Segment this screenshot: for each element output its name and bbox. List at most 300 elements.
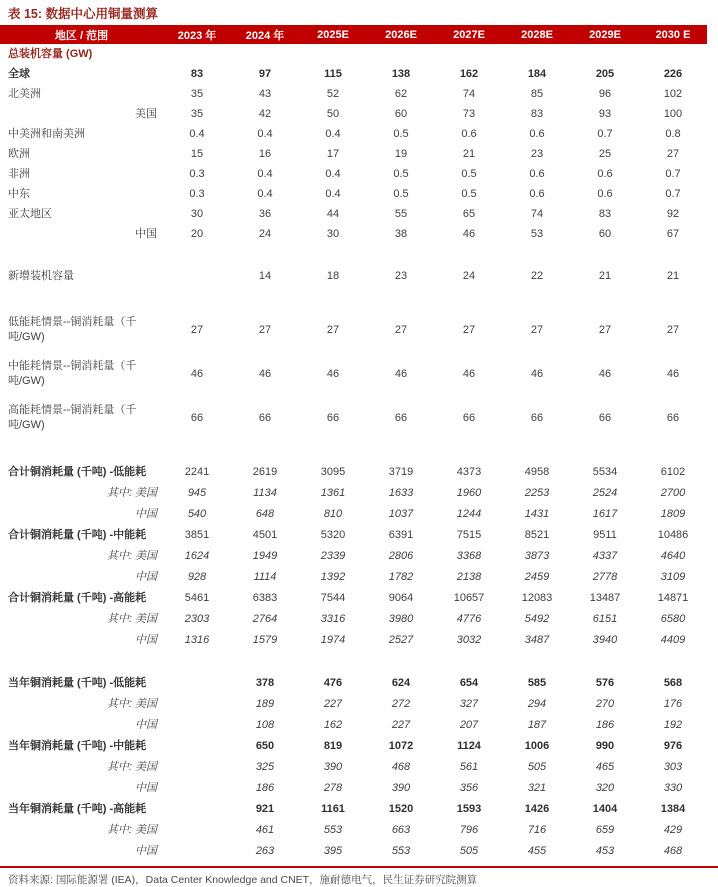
value-cell: 659 xyxy=(595,824,615,836)
row-label: 高能耗情景--铜消耗量（千吨/GW) xyxy=(8,404,137,431)
value-cell: 819 xyxy=(323,740,343,752)
value-cell: 3873 xyxy=(524,550,550,562)
value-cell: 15 xyxy=(190,147,204,160)
value-cell: 0.7 xyxy=(665,187,681,200)
value-cell: 162 xyxy=(459,67,479,80)
value-cell: 73 xyxy=(462,107,476,120)
spacer-row xyxy=(0,244,707,266)
spacer-row xyxy=(0,440,707,462)
value-cell: 321 xyxy=(527,782,547,794)
value-cell: 796 xyxy=(459,824,479,836)
value-cell: 46 xyxy=(258,367,272,380)
value-cell: 66 xyxy=(326,411,340,424)
spacer-cell xyxy=(0,651,707,673)
table-row xyxy=(0,630,707,651)
table-body xyxy=(0,44,707,862)
page-title: 表 15: 数据中心用铜量测算 xyxy=(8,7,159,21)
value-cell: 27 xyxy=(666,147,680,160)
value-cell: 27 xyxy=(462,323,476,336)
table-row xyxy=(0,462,707,483)
value-cell: 1782 xyxy=(388,571,414,583)
value-cell: 60 xyxy=(598,227,612,240)
row-label: 中国 xyxy=(135,782,157,794)
value-cell: 378 xyxy=(255,677,275,689)
value-cell: 505 xyxy=(527,761,547,773)
value-cell: 205 xyxy=(595,67,615,80)
value-cell: 43 xyxy=(258,87,272,100)
table-row xyxy=(0,736,707,757)
column-header-year: 2027E xyxy=(435,25,503,44)
value-cell: 66 xyxy=(598,411,612,424)
value-cell: 27 xyxy=(394,323,408,336)
value-cell: 2700 xyxy=(660,487,686,499)
value-cell: 1633 xyxy=(388,487,414,499)
value-cell: 6102 xyxy=(660,466,686,478)
value-cell: 2778 xyxy=(592,571,618,583)
value-cell: 3316 xyxy=(320,613,346,625)
value-cell: 4501 xyxy=(252,529,278,541)
value-cell: 0.4 xyxy=(325,167,341,180)
value-cell xyxy=(163,715,231,736)
value-cell: 356 xyxy=(459,782,479,794)
table-row xyxy=(0,567,707,588)
value-cell: 66 xyxy=(530,411,544,424)
spacer-cell xyxy=(0,440,707,462)
value-cell: 585 xyxy=(527,677,547,689)
value-cell: 20 xyxy=(190,227,204,240)
value-cell: 74 xyxy=(530,207,544,220)
value-cell: 115 xyxy=(324,67,342,80)
value-cell: 810 xyxy=(323,508,343,520)
table-row xyxy=(0,64,707,84)
value-cell: 14 xyxy=(258,269,272,282)
value-cell: 654 xyxy=(459,677,479,689)
value-cell: 976 xyxy=(663,740,683,752)
value-cell: 663 xyxy=(391,824,411,836)
value-cell: 1617 xyxy=(592,508,618,520)
value-cell: 1134 xyxy=(253,487,277,499)
value-cell: 18 xyxy=(326,269,340,282)
value-cell: 1161 xyxy=(321,803,345,815)
value-cell: 21 xyxy=(462,147,476,160)
row-label: 当年铜消耗量 (千吨) -中能耗 xyxy=(8,740,147,752)
table-row xyxy=(0,525,707,546)
value-cell: 4373 xyxy=(456,466,482,478)
row-label: 欧洲 xyxy=(8,147,30,160)
value-cell: 1392 xyxy=(320,571,346,583)
value-cell: 325 xyxy=(255,761,275,773)
value-cell: 16 xyxy=(258,147,272,160)
value-cell: 35 xyxy=(190,87,204,100)
column-header-year: 2030 E xyxy=(639,25,707,44)
row-label: 非洲 xyxy=(8,167,30,180)
value-cell: 4776 xyxy=(456,613,482,625)
value-cell: 27 xyxy=(598,323,612,336)
value-cell: 3980 xyxy=(388,613,414,625)
row-label: 其中: 美国 xyxy=(106,487,157,499)
column-header-year: 2025E xyxy=(299,25,367,44)
value-cell: 2764 xyxy=(252,613,278,625)
value-cell: 83 xyxy=(598,207,612,220)
value-cell: 74 xyxy=(462,87,476,100)
value-cell: 0.5 xyxy=(393,187,409,200)
value-cell: 207 xyxy=(459,719,479,731)
table-row xyxy=(0,715,707,736)
value-cell: 1404 xyxy=(592,803,618,815)
value-cell: 4409 xyxy=(660,634,686,646)
row-label: 中国 xyxy=(135,508,157,520)
row-label: 中东 xyxy=(8,187,30,200)
table-row xyxy=(0,483,707,504)
value-cell: 2303 xyxy=(184,613,210,625)
value-cell: 468 xyxy=(663,845,683,857)
value-cell: 0.4 xyxy=(325,127,341,140)
value-cell: 50 xyxy=(326,107,340,120)
row-label: 中国 xyxy=(135,227,157,240)
value-cell: 2138 xyxy=(456,571,482,583)
table-row xyxy=(0,224,707,244)
value-cell: 22 xyxy=(530,269,544,282)
table-row xyxy=(0,504,707,525)
value-cell: 83 xyxy=(190,67,204,80)
value-cell: 7515 xyxy=(456,529,482,541)
value-cell: 327 xyxy=(459,698,479,710)
value-cell: 1520 xyxy=(388,803,414,815)
column-header-year: 2026E xyxy=(367,25,435,44)
value-cell: 5534 xyxy=(592,466,618,478)
value-cell: 0.6 xyxy=(597,167,613,180)
value-cell: 3940 xyxy=(592,634,618,646)
value-cell: 0.4 xyxy=(325,187,341,200)
value-cell: 96 xyxy=(598,87,612,100)
value-cell: 162 xyxy=(323,719,343,731)
source-note: 资料来源: 国际能源署 (IEA)，Data Center Knowledge and CNET，施耐德电气，民生证券研究院测算 xyxy=(8,874,478,886)
value-cell: 505 xyxy=(459,845,479,857)
value-cell: 36 xyxy=(258,207,272,220)
table-row xyxy=(0,673,707,694)
row-label: 美国 xyxy=(135,107,157,120)
value-cell: 3719 xyxy=(388,466,414,478)
value-cell xyxy=(163,736,231,757)
value-cell: 46 xyxy=(530,367,544,380)
value-cell xyxy=(163,673,231,694)
value-cell: 5461 xyxy=(184,592,210,604)
value-cell: 0.7 xyxy=(597,127,613,140)
value-cell: 390 xyxy=(391,782,411,794)
table-row xyxy=(0,799,707,820)
table-row xyxy=(0,841,707,862)
value-cell: 6580 xyxy=(660,613,686,625)
spacer-row xyxy=(0,651,707,673)
value-cell: 461 xyxy=(255,824,275,836)
value-cell: 2459 xyxy=(524,571,550,583)
value-cell: 1426 xyxy=(524,803,550,815)
value-cell: 12083 xyxy=(521,592,553,604)
value-cell: 278 xyxy=(323,782,343,794)
value-cell: 1431 xyxy=(524,508,550,520)
column-header-year: 2028E xyxy=(503,25,571,44)
row-label: 中国 xyxy=(135,719,157,731)
row-label: 全球 xyxy=(8,67,30,80)
table-row xyxy=(0,144,707,164)
table-row xyxy=(0,588,707,609)
value-cell: 263 xyxy=(255,845,275,857)
table-row xyxy=(0,308,707,352)
value-cell: 294 xyxy=(527,698,547,710)
value-cell: 66 xyxy=(666,411,680,424)
value-cell: 24 xyxy=(462,269,476,282)
value-cell: 27 xyxy=(326,323,340,336)
value-cell: 186 xyxy=(255,782,275,794)
value-cell: 0.4 xyxy=(257,127,273,140)
value-cell: 5492 xyxy=(524,613,550,625)
value-cell: 10657 xyxy=(453,592,485,604)
value-cell: 6151 xyxy=(592,613,618,625)
value-cell: 23 xyxy=(530,147,544,160)
value-cell: 66 xyxy=(258,411,272,424)
value-cell: 21 xyxy=(666,269,680,282)
table-row xyxy=(0,778,707,799)
value-cell: 27 xyxy=(666,323,680,336)
value-cell: 97 xyxy=(258,67,272,80)
column-header-year: 2023 年 xyxy=(163,25,231,44)
value-cell: 184 xyxy=(527,67,547,80)
value-cell: 928 xyxy=(187,571,207,583)
table-row xyxy=(0,184,707,204)
row-label: 中国 xyxy=(135,845,157,857)
value-cell: 1579 xyxy=(252,634,278,646)
value-cell: 10486 xyxy=(657,529,689,541)
value-cell: 990 xyxy=(595,740,615,752)
value-cell: 3095 xyxy=(320,466,346,478)
column-header-year: 2029E xyxy=(571,25,639,44)
value-cell: 1974 xyxy=(320,634,346,646)
copper-usage-table xyxy=(0,25,707,862)
value-cell: 0.4 xyxy=(257,167,273,180)
table-row xyxy=(0,204,707,224)
value-cell: 429 xyxy=(663,824,683,836)
row-label: 合计铜消耗量 (千吨) -中能耗 xyxy=(8,529,147,541)
value-cell: 27 xyxy=(258,323,272,336)
value-cell: 25 xyxy=(598,147,612,160)
value-cell: 2524 xyxy=(592,487,618,499)
value-cell: 0.7 xyxy=(665,167,681,180)
table-row xyxy=(0,546,707,567)
value-cell: 465 xyxy=(595,761,615,773)
value-cell: 176 xyxy=(663,698,683,710)
row-label: 中国 xyxy=(135,634,157,646)
value-cell: 576 xyxy=(595,677,615,689)
row-label: 中能耗情景--铜消耗量（千吨/GW) xyxy=(8,360,137,387)
value-cell xyxy=(163,841,231,862)
table-row xyxy=(0,396,707,440)
value-cell: 303 xyxy=(663,761,683,773)
value-cell: 3487 xyxy=(524,634,550,646)
value-cell: 65 xyxy=(462,207,476,220)
value-cell: 468 xyxy=(391,761,411,773)
value-cell: 2527 xyxy=(388,634,414,646)
value-cell: 66 xyxy=(462,411,476,424)
value-cell: 13487 xyxy=(589,592,621,604)
table-row xyxy=(0,266,707,286)
table-row xyxy=(0,694,707,715)
table-row xyxy=(0,820,707,841)
value-cell: 624 xyxy=(391,677,411,689)
table-row xyxy=(0,124,707,144)
row-label: 新增装机容量 xyxy=(8,269,74,282)
value-cell: 0.6 xyxy=(597,187,613,200)
value-cell: 0.4 xyxy=(189,127,205,140)
value-cell: 62 xyxy=(394,87,408,100)
row-label: 其中: 美国 xyxy=(106,698,157,710)
value-cell: 9511 xyxy=(593,529,617,541)
value-cell: 19 xyxy=(394,147,408,160)
table-row xyxy=(0,104,707,124)
table-row xyxy=(0,609,707,630)
value-cell: 44 xyxy=(326,207,340,220)
value-cell: 46 xyxy=(190,367,204,380)
value-cell: 55 xyxy=(394,207,408,220)
value-cell: 0.3 xyxy=(189,187,205,200)
value-cell xyxy=(163,757,231,778)
value-cell: 1072 xyxy=(388,740,414,752)
value-cell xyxy=(163,266,231,286)
table-row xyxy=(0,84,707,104)
value-cell: 66 xyxy=(190,411,204,424)
value-cell: 23 xyxy=(394,269,408,282)
value-cell: 0.4 xyxy=(257,187,273,200)
value-cell: 102 xyxy=(663,87,683,100)
spacer-cell xyxy=(0,244,707,266)
value-cell: 24 xyxy=(258,227,272,240)
table-row xyxy=(0,44,707,64)
column-header-region: 地区 / 范围 xyxy=(0,25,163,44)
value-cell: 716 xyxy=(527,824,547,836)
value-cell: 455 xyxy=(527,845,547,857)
value-cell: 4337 xyxy=(592,550,618,562)
value-cell: 83 xyxy=(530,107,544,120)
value-cell: 0.6 xyxy=(529,127,545,140)
value-cell: 108 xyxy=(255,719,275,731)
row-label: 其中: 美国 xyxy=(106,824,157,836)
value-cell: 21 xyxy=(598,269,612,282)
row-label: 中国 xyxy=(135,571,157,583)
value-cell: 270 xyxy=(595,698,615,710)
value-cell: 390 xyxy=(323,761,343,773)
value-cell: 42 xyxy=(258,107,272,120)
value-cell: 27 xyxy=(530,323,544,336)
value-cell: 187 xyxy=(527,719,547,731)
value-cell: 540 xyxy=(187,508,207,520)
value-cell: 100 xyxy=(663,107,683,120)
value-cell: 561 xyxy=(459,761,479,773)
value-cell xyxy=(163,799,231,820)
value-cell: 60 xyxy=(394,107,408,120)
column-header-year: 2024 年 xyxy=(231,25,299,44)
value-cell xyxy=(163,778,231,799)
header-row xyxy=(0,25,707,44)
value-cell: 1124 xyxy=(457,740,481,752)
row-label: 中美洲和南美洲 xyxy=(8,127,85,140)
value-cell: 0.5 xyxy=(461,187,477,200)
value-cell: 2241 xyxy=(184,466,210,478)
value-cell: 189 xyxy=(255,698,275,710)
value-cell: 0.8 xyxy=(665,127,681,140)
value-cell: 0.3 xyxy=(189,167,205,180)
value-cell: 27 xyxy=(190,323,204,336)
value-cell: 66 xyxy=(394,411,408,424)
row-label: 其中: 美国 xyxy=(106,550,157,562)
value-cell: 30 xyxy=(190,207,204,220)
value-cell: 1593 xyxy=(456,803,482,815)
value-cell xyxy=(163,820,231,841)
value-cell: 85 xyxy=(530,87,544,100)
value-cell: 0.6 xyxy=(461,127,477,140)
value-cell: 0.6 xyxy=(529,167,545,180)
value-cell: 46 xyxy=(326,367,340,380)
table-row xyxy=(0,164,707,184)
value-cell xyxy=(163,694,231,715)
value-cell: 3368 xyxy=(456,550,482,562)
value-cell: 7544 xyxy=(320,592,346,604)
value-cell: 1244 xyxy=(456,508,482,520)
value-cell: 330 xyxy=(663,782,683,794)
value-cell: 1960 xyxy=(456,487,482,499)
value-cell: 226 xyxy=(663,67,683,80)
value-cell: 227 xyxy=(323,698,343,710)
value-cell: 46 xyxy=(598,367,612,380)
value-cell: 3032 xyxy=(456,634,482,646)
value-cell: 650 xyxy=(255,740,275,752)
row-label: 其中: 美国 xyxy=(106,761,157,773)
value-cell: 2619 xyxy=(252,466,278,478)
value-cell: 320 xyxy=(595,782,615,794)
value-cell: 46 xyxy=(666,367,680,380)
row-label: 合计铜消耗量 (千吨) -低能耗 xyxy=(8,466,147,478)
value-cell: 0.5 xyxy=(393,127,409,140)
value-cell: 9064 xyxy=(388,592,414,604)
value-cell: 92 xyxy=(666,207,680,220)
row-label: 当年铜消耗量 (千吨) -高能耗 xyxy=(8,803,147,815)
table-row xyxy=(0,352,707,396)
value-cell: 17 xyxy=(326,147,340,160)
value-cell: 568 xyxy=(663,677,683,689)
value-cell: 476 xyxy=(323,677,343,689)
value-cell: 648 xyxy=(255,508,275,520)
value-cell: 553 xyxy=(391,845,411,857)
value-cell: 1624 xyxy=(184,550,210,562)
value-cell: 5320 xyxy=(320,529,346,541)
row-label: 低能耗情景--铜消耗量（千吨/GW) xyxy=(8,316,137,343)
value-cell: 0.6 xyxy=(529,187,545,200)
row-label: 亚太地区 xyxy=(8,207,52,220)
value-cell: 6391 xyxy=(388,529,414,541)
spacer-row xyxy=(0,286,707,308)
value-cell: 1114 xyxy=(253,571,277,583)
value-cell: 395 xyxy=(323,845,343,857)
value-cell: 30 xyxy=(326,227,340,240)
value-cell: 1384 xyxy=(660,803,686,815)
value-cell: 8521 xyxy=(524,529,550,541)
row-label: 合计铜消耗量 (千吨) -高能耗 xyxy=(8,592,147,604)
section-label: 总装机容量 (GW) xyxy=(8,47,93,60)
value-cell: 3851 xyxy=(184,529,210,541)
value-cell: 1006 xyxy=(524,740,550,752)
value-cell: 46 xyxy=(394,367,408,380)
value-cell: 0.5 xyxy=(393,167,409,180)
value-cell: 14871 xyxy=(657,592,689,604)
row-label: 当年铜消耗量 (千吨) -低能耗 xyxy=(8,677,147,689)
